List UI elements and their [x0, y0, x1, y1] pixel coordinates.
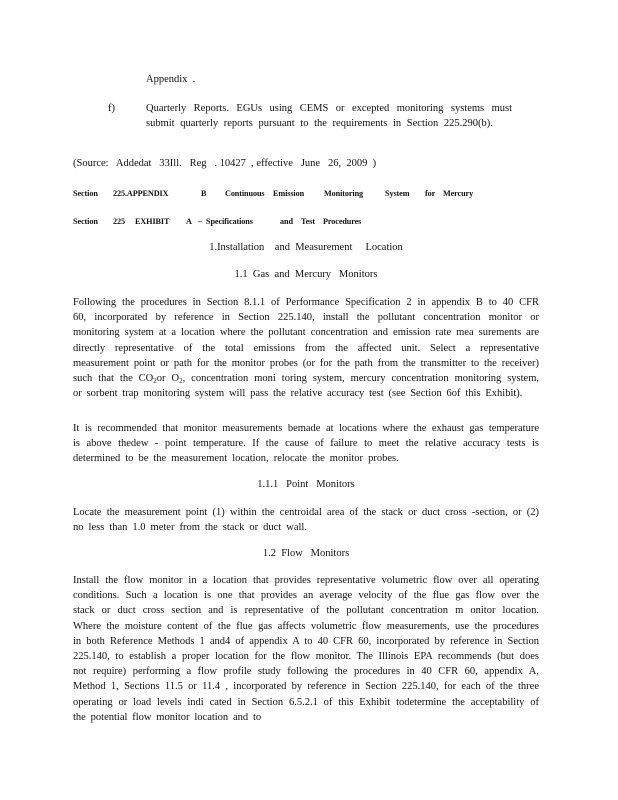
subscript: 2	[179, 377, 183, 386]
paragraph-text: , concentration moni toring system, mercury concentration monitoring system, or sorbent trap monitoring system will pass the relative accuracy test (see Section 6of this Exhibit).	[73, 373, 540, 400]
list-marker-f: f)	[108, 103, 115, 114]
title-word: and	[280, 217, 293, 226]
paragraph-flow-monitors: Install the flow monitor in a location that provides representative volumetric flow over all operating conditions. Such a location is one that provides an average velocity of the flue gas flow over the stack or duct cross section and is representative of the pollutant concentration m onitor location. Where the moisture content of the flue gas affects volumetric flow measurements, use the procedures in both Reference Methods 1 and4 of appendix A to 40 CFR 60, incorporated by reference in Section 225.140, to establish a proper location for the flow monitor. The Illinois EPA recommends (but does not require) performing a flow profile study following the procedures in 40 CFR 60, appendix A, Method 1, Sections 11.5 or 11.4 , incorporated by reference in Section 225.140, for each of the three operating or load levels indi cated in Section 6.5.2.1 of this Exhibit todetermine the acceptability of the potential flow monitor location and to	[73, 575, 539, 723]
heading-1-1-gas-mercury-monitors: 1.1 Gas and Mercury Monitors	[234, 269, 378, 280]
title-word: Continuous	[225, 189, 265, 198]
paragraph-point-monitors: Locate the measurement point (1) within the centroidal area of the stack or duct cross -section, or (2) no less than 1.0 meter from the stack or duct wall.	[73, 507, 539, 534]
heading-1-2-flow-monitors: 1.2 Flow Monitors	[262, 548, 350, 559]
title-word: Monitoring	[324, 189, 364, 198]
title-word: Mercury	[443, 189, 474, 198]
appendix-letter: B	[201, 189, 207, 198]
source-note: (Source: Addedat 33Ill. Reg . 10427 , effective June 26, 2009 )	[73, 158, 377, 169]
title-word: System	[385, 189, 410, 198]
section-label: Section	[73, 189, 98, 198]
subscript: 2	[153, 377, 157, 386]
appendix-label: Appendix .	[146, 74, 196, 85]
exhibit-label: EXHIBIT	[135, 217, 170, 226]
paragraph-text: Following the procedures in Section 8.1.1 of Performance Specification 2 in appendix B to 40 CFR 60, incorporated by reference in Section 225.140, install the pollutant concentration monitor or monitoring system at a location where the pollutant concentration and emission rate mea surements are directly representative of the total emissions from the affected unit. Select a representative measurement point or path for the monitor probes (or for the path from the transmitter to the receiver) such that the CO	[73, 297, 539, 385]
title-word: Test	[301, 217, 315, 226]
title-word: for	[425, 189, 436, 198]
section-number: 225.APPENDIX	[113, 189, 169, 198]
paragraph-dew-point: It is recommended that monitor measurements bemade at locations where the exhaust gas temperature is above thedew - point temperature. If the cause of failure to meet the relative accuracy tests is determined to be the measurement location, relocate the monitor probes.	[73, 423, 539, 465]
title-word: Emission	[273, 189, 305, 198]
title-word: Procedures	[323, 217, 362, 226]
section-label: Section	[73, 217, 98, 226]
paragraph-text: or O	[156, 373, 180, 385]
title-word: Specifications	[206, 217, 253, 226]
section-number: 225	[113, 217, 125, 226]
heading-1-installation: 1.Installation and Measurement Location	[209, 242, 403, 253]
heading-1-1-1-point-monitors: 1.1.1 Point Monitors	[257, 479, 355, 490]
list-item-f-text: Quarterly Reports. EGUs using CEMS or excepted monitoring systems must submit quarterly reports pursuant to the requirements in Section 225.290(b).	[146, 103, 512, 130]
exhibit-letter: A	[186, 217, 192, 226]
dash: –	[198, 217, 202, 226]
paragraph-monitor-location	[73, 295, 539, 401]
